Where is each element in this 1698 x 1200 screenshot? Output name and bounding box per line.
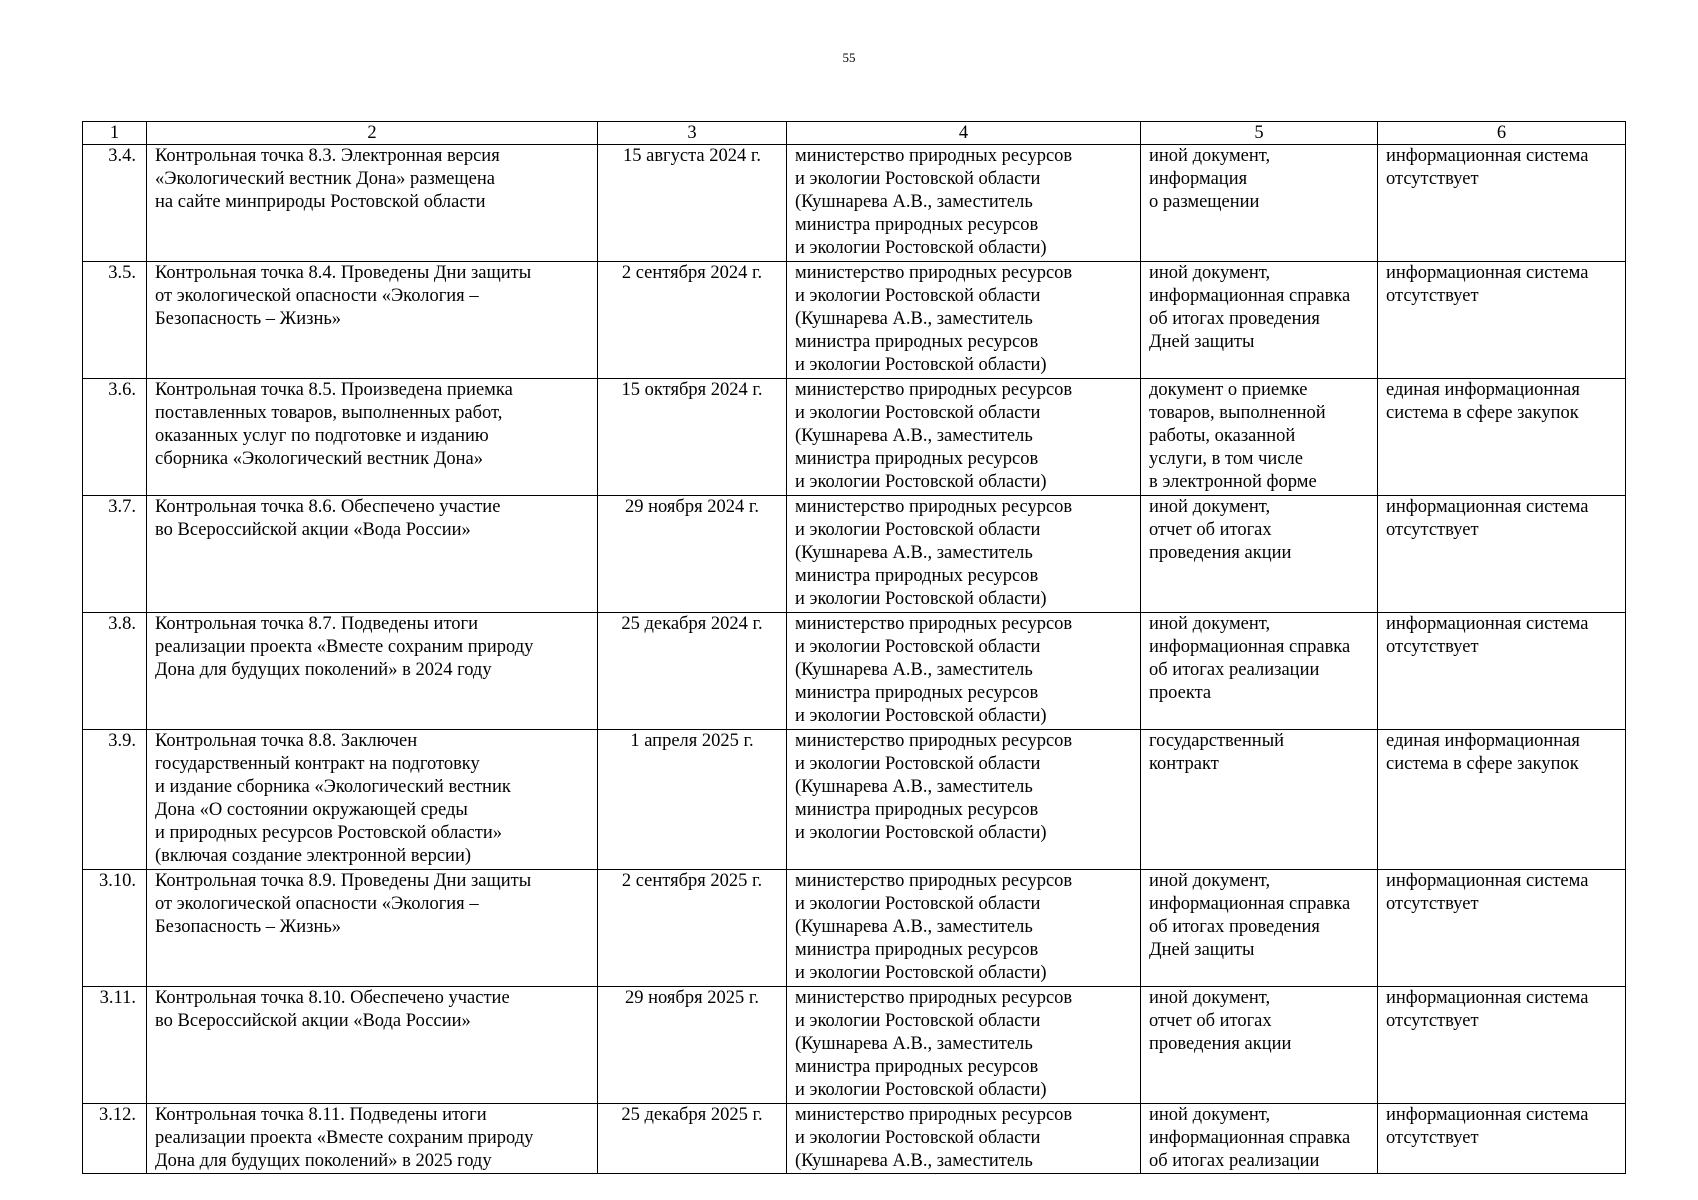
document-cell: иной документ, информационная справка об итогах реализации: [1141, 1104, 1378, 1174]
system-cell: информационная система отсутствует: [1378, 987, 1626, 1104]
responsible-cell: министерство природных ресурсов и экологии Ростовской области (Кушнарева А.В., заместитель министра природных ресурсов и экологии Ростовской области): [787, 145, 1141, 262]
date-cell: 25 декабря 2024 г.: [598, 613, 787, 730]
event-cell: Контрольная точка 8.9. Проведены Дни защиты от экологической опасности «Экология – Безопасность – Жизнь»: [147, 870, 598, 987]
control-points-table: [82, 121, 1626, 1174]
table-row: [83, 379, 1626, 496]
date-cell: 29 ноября 2024 г.: [598, 496, 787, 613]
event-cell: Контрольная точка 8.5. Произведена приемка поставленных товаров, выполненных работ, оказанных услуг по подготовке и изданию сборника «Экологический вестник Дона»: [147, 379, 598, 496]
event-cell: Контрольная точка 8.6. Обеспечено участие во Всероссийской акции «Вода России»: [147, 496, 598, 613]
document-cell: документ о приемке товаров, выполненной работы, оказанной услуги, в том числе в электронной форме: [1141, 379, 1378, 496]
date-cell: 15 октября 2024 г.: [598, 379, 787, 496]
document-cell: иной документ, информационная справка об итогах проведения Дней защиты: [1141, 262, 1378, 379]
table-row: [83, 987, 1626, 1104]
responsible-cell: министерство природных ресурсов и экологии Ростовской области (Кушнарева А.В., заместитель: [787, 1104, 1141, 1174]
document-cell: государственный контракт: [1141, 730, 1378, 870]
row-number: 3.5.: [83, 262, 147, 379]
table-row: [83, 1104, 1626, 1174]
row-number: 3.11.: [83, 987, 147, 1104]
table-row: [83, 496, 1626, 613]
responsible-cell: министерство природных ресурсов и экологии Ростовской области (Кушнарева А.В., заместитель министра природных ресурсов и экологии Ростовской области): [787, 262, 1141, 379]
event-cell: Контрольная точка 8.10. Обеспечено участие во Всероссийской акции «Вода России»: [147, 987, 598, 1104]
row-number: 3.8.: [83, 613, 147, 730]
row-number: 3.7.: [83, 496, 147, 613]
date-cell: 2 сентября 2024 г.: [598, 262, 787, 379]
column-header-6: 6: [1378, 122, 1626, 145]
event-cell: Контрольная точка 8.11. Подведены итоги реализации проекта «Вместе сохраним природу Дона для будущих поколений» в 2025 году: [147, 1104, 598, 1174]
event-cell: Контрольная точка 8.8. Заключен государственный контракт на подготовку и издание сборника «Экологический вестник Дона «О состоянии окружающей среды и природных ресурсов Ростовской области» (включая создание электронной версии): [147, 730, 598, 870]
document-cell: иной документ, отчет об итогах проведения акции: [1141, 496, 1378, 613]
date-cell: 2 сентября 2025 г.: [598, 870, 787, 987]
system-cell: информационная система отсутствует: [1378, 870, 1626, 987]
event-cell: Контрольная точка 8.4. Проведены Дни защиты от экологической опасности «Экология – Безопасность – Жизнь»: [147, 262, 598, 379]
responsible-cell: министерство природных ресурсов и экологии Ростовской области (Кушнарева А.В., заместитель министра природных ресурсов и экологии Ростовской области): [787, 496, 1141, 613]
date-cell: 29 ноября 2025 г.: [598, 987, 787, 1104]
document-cell: иной документ, информационная справка об итогах реализации проекта: [1141, 613, 1378, 730]
table-row: [83, 870, 1626, 987]
system-cell: информационная система отсутствует: [1378, 496, 1626, 613]
table-row: [83, 262, 1626, 379]
table-row: [83, 613, 1626, 730]
system-cell: информационная система отсутствует: [1378, 262, 1626, 379]
system-cell: единая информационная система в сфере закупок: [1378, 379, 1626, 496]
responsible-cell: министерство природных ресурсов и экологии Ростовской области (Кушнарева А.В., заместитель министра природных ресурсов и экологии Ростовской области): [787, 987, 1141, 1104]
system-cell: единая информационная система в сфере закупок: [1378, 730, 1626, 870]
responsible-cell: министерство природных ресурсов и экологии Ростовской области (Кушнарева А.В., заместитель министра природных ресурсов и экологии Ростовской области): [787, 870, 1141, 987]
row-number: 3.9.: [83, 730, 147, 870]
system-cell: информационная система отсутствует: [1378, 145, 1626, 262]
row-number: 3.10.: [83, 870, 147, 987]
table-row: [83, 145, 1626, 262]
column-header-3: 3: [598, 122, 787, 145]
system-cell: информационная система отсутствует: [1378, 1104, 1626, 1174]
date-cell: 1 апреля 2025 г.: [598, 730, 787, 870]
event-cell: Контрольная точка 8.3. Электронная версия «Экологический вестник Дона» размещена на сайте минприроды Ростовской области: [147, 145, 598, 262]
column-header-2: 2: [147, 122, 598, 145]
date-cell: 15 августа 2024 г.: [598, 145, 787, 262]
column-header-1: 1: [83, 122, 147, 145]
responsible-cell: министерство природных ресурсов и экологии Ростовской области (Кушнарева А.В., заместитель министра природных ресурсов и экологии Ростовской области): [787, 379, 1141, 496]
row-number: 3.6.: [83, 379, 147, 496]
page-number: 55: [842, 50, 856, 65]
document-cell: иной документ, информационная справка об итогах проведения Дней защиты: [1141, 870, 1378, 987]
column-number-row: [83, 122, 1626, 145]
event-cell: Контрольная точка 8.7. Подведены итоги реализации проекта «Вместе сохраним природу Дона для будущих поколений» в 2024 году: [147, 613, 598, 730]
column-header-5: 5: [1141, 122, 1378, 145]
document-cell: иной документ, отчет об итогах проведения акции: [1141, 987, 1378, 1104]
document-cell: иной документ, информация о размещении: [1141, 145, 1378, 262]
system-cell: информационная система отсутствует: [1378, 613, 1626, 730]
table-row: [83, 730, 1626, 870]
column-header-4: 4: [787, 122, 1141, 145]
date-cell: 25 декабря 2025 г.: [598, 1104, 787, 1174]
responsible-cell: министерство природных ресурсов и экологии Ростовской области (Кушнарева А.В., заместитель министра природных ресурсов и экологии Ростовской области): [787, 730, 1141, 870]
row-number: 3.4.: [83, 145, 147, 262]
row-number: 3.12.: [83, 1104, 147, 1174]
responsible-cell: министерство природных ресурсов и экологии Ростовской области (Кушнарева А.В., заместитель министра природных ресурсов и экологии Ростовской области): [787, 613, 1141, 730]
